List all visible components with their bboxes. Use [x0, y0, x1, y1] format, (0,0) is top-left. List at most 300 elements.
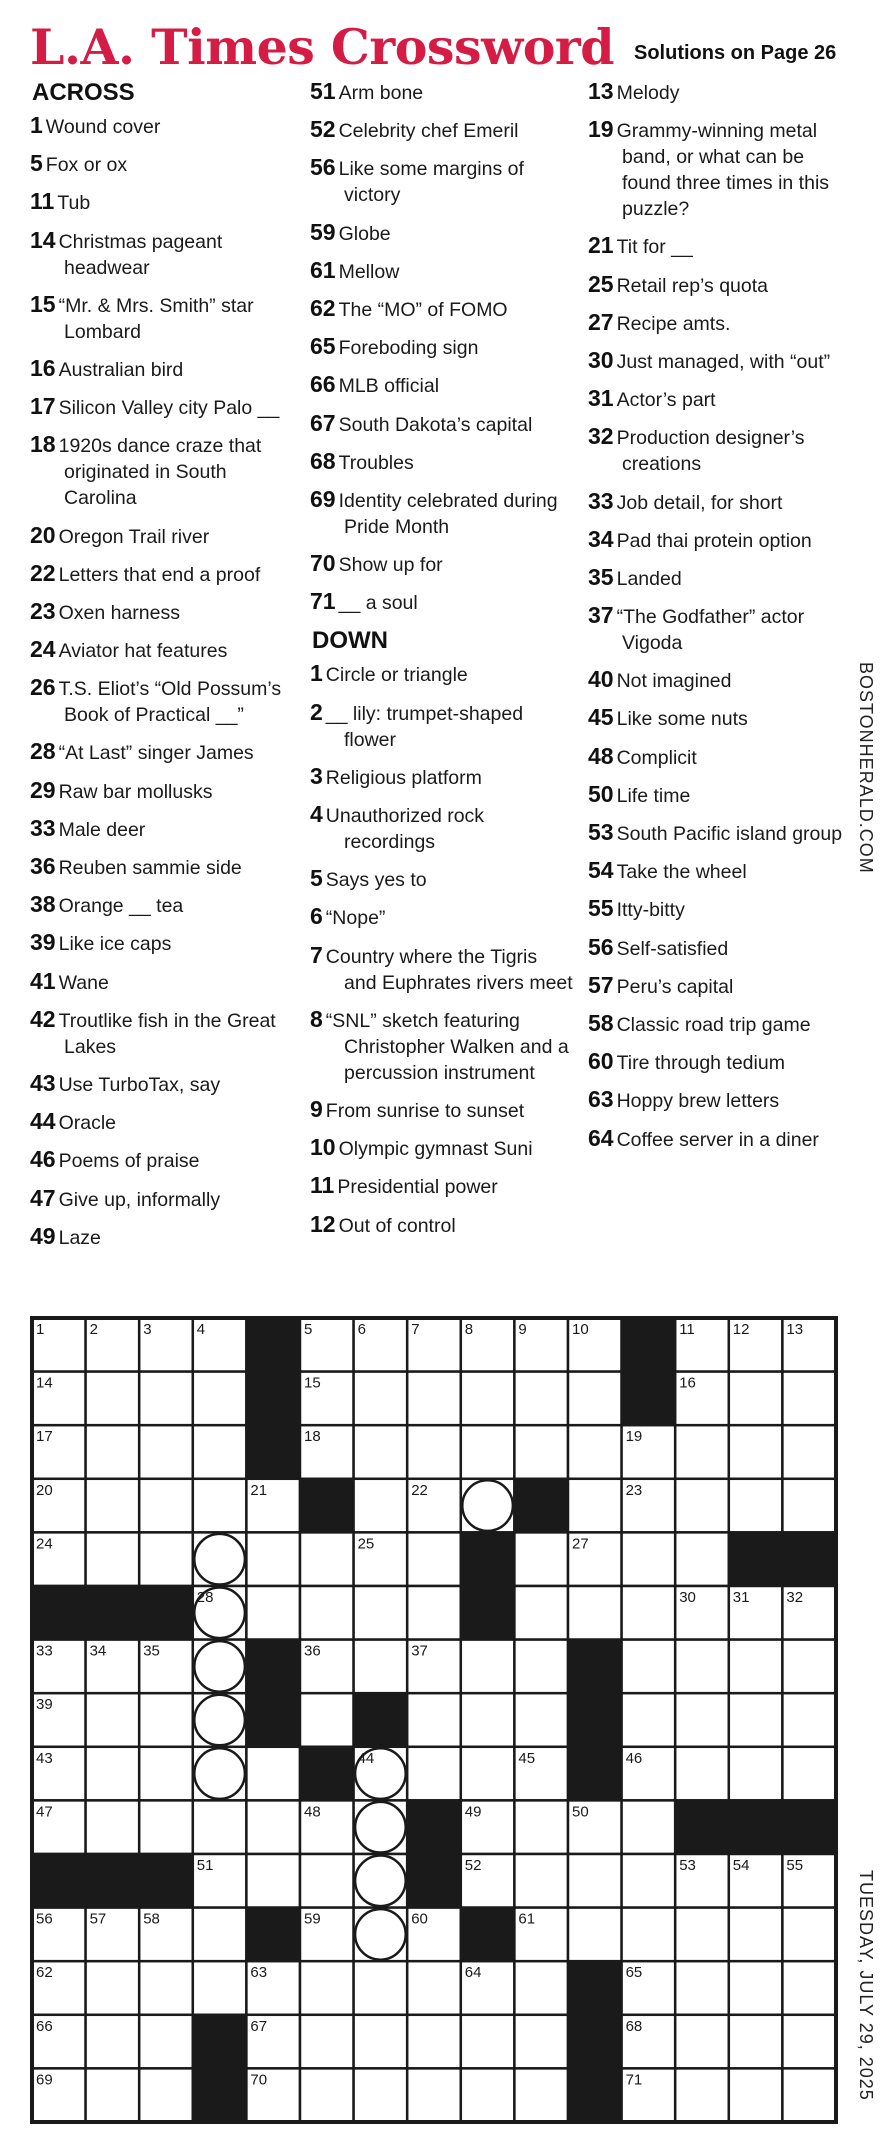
clue-text: “SNL” sketch featuring Christopher Walken and a percussion instrument — [325, 1009, 569, 1084]
grid-cell[interactable] — [139, 1747, 193, 1801]
grid-cell[interactable] — [354, 1586, 408, 1640]
grid-cell[interactable] — [622, 1640, 676, 1694]
clue-text: Says yes to — [325, 869, 427, 892]
clue-text: Just managed, with “out” — [616, 350, 831, 373]
grid-cell[interactable] — [675, 2015, 729, 2069]
clue-down-8[interactable] — [310, 1006, 580, 1086]
clue-text: __ lily: trumpet-shaped flower — [325, 702, 524, 751]
clue-down-56[interactable] — [588, 934, 858, 962]
grid-number: 68 — [625, 2017, 643, 2035]
clue-across-67[interactable] — [310, 410, 580, 438]
grid-number: 21 — [250, 1481, 268, 1499]
grid-cell[interactable] — [568, 1479, 622, 1533]
clue-number: 65 — [310, 333, 336, 360]
clue-number: 17 — [30, 393, 56, 420]
grid-black-square — [86, 1586, 140, 1640]
grid-cell[interactable] — [407, 2015, 461, 2069]
grid-cell[interactable] — [300, 2015, 354, 2069]
clue-text: Use TurboTax, say — [58, 1073, 221, 1096]
clue-across-62[interactable] — [310, 295, 580, 323]
grid-cell[interactable] — [300, 1532, 354, 1586]
clue-across-18[interactable] — [30, 431, 300, 511]
clue-text: Life time — [616, 784, 691, 807]
clue-down-55[interactable] — [588, 895, 858, 923]
grid-cell[interactable] — [729, 1961, 783, 2015]
grid-cell[interactable] — [246, 1532, 300, 1586]
clue-across-22[interactable] — [30, 560, 300, 588]
clue-down-21[interactable] — [588, 232, 858, 260]
clue-down-53[interactable] — [588, 819, 858, 847]
clue-down-27[interactable] — [588, 309, 858, 337]
grid-cell[interactable] — [514, 2015, 568, 2069]
clue-text: Like some nuts — [616, 708, 748, 731]
clue-across-38[interactable] — [30, 891, 300, 919]
grid-number: 16 — [679, 1374, 696, 1392]
clue-across-36[interactable] — [30, 853, 300, 881]
clue-text: South Pacific island group — [616, 823, 843, 845]
clue-number: 45 — [588, 704, 614, 731]
crossword-grid[interactable] — [30, 1316, 838, 2124]
clue-down-4[interactable] — [310, 801, 580, 855]
grid-number: 24 — [36, 1535, 53, 1553]
grid-black-square — [461, 1908, 515, 1962]
grid-number: 64 — [464, 1964, 482, 1982]
grid-cell[interactable] — [407, 1586, 461, 1640]
grid-cell[interactable] — [514, 1586, 568, 1640]
grid-cell[interactable] — [675, 1640, 729, 1694]
grid-number: 70 — [250, 2071, 268, 2089]
grid-cell[interactable] — [729, 1372, 783, 1426]
clue-column-3 — [588, 78, 858, 1163]
grid-cell[interactable] — [300, 1961, 354, 2015]
clue-down-7[interactable] — [310, 942, 580, 996]
grid-cell[interactable] — [461, 1425, 515, 1479]
grid-cell[interactable] — [246, 1747, 300, 1801]
clue-text: Arm bone — [338, 82, 424, 104]
grid-cell[interactable] — [568, 1586, 622, 1640]
grid-cell[interactable] — [246, 1854, 300, 1908]
clue-down-2[interactable] — [310, 699, 580, 753]
clue-across-15[interactable] — [30, 291, 300, 345]
clue-across-43[interactable] — [30, 1070, 300, 1098]
clue-down-19[interactable] — [588, 116, 858, 222]
grid-black-square — [514, 1479, 568, 1533]
grid-cell[interactable] — [86, 1961, 140, 2015]
grid-cell[interactable] — [86, 1800, 140, 1854]
grid-black-square — [86, 1854, 140, 1908]
clue-number: 55 — [588, 895, 614, 922]
grid-cell[interactable] — [675, 2068, 729, 2122]
clue-down-57[interactable] — [588, 972, 858, 1000]
grid-cell[interactable] — [622, 1693, 676, 1747]
grid-cell[interactable] — [782, 1479, 836, 1533]
grid-cell[interactable] — [300, 1693, 354, 1747]
grid-cell[interactable] — [139, 1800, 193, 1854]
clue-text: Oxen harness — [58, 601, 180, 624]
grid-black-square — [300, 1747, 354, 1801]
grid-cell[interactable] — [354, 1372, 408, 1426]
grid-number: 66 — [36, 2017, 53, 2035]
clue-down-25[interactable] — [588, 271, 858, 299]
grid-cell[interactable] — [139, 1372, 193, 1426]
clue-down-45[interactable] — [588, 704, 858, 732]
clue-down-58[interactable] — [588, 1010, 858, 1038]
clue-text: Troubles — [338, 451, 414, 474]
grid-cell[interactable] — [782, 1908, 836, 1962]
grid-cell[interactable] — [461, 2015, 515, 2069]
clue-text: Male deer — [58, 818, 146, 841]
grid-number: 36 — [304, 1642, 321, 1660]
clue-text: Pad thai protein option — [616, 529, 812, 552]
grid-number: 25 — [357, 1535, 375, 1553]
grid-cell[interactable] — [193, 1425, 247, 1479]
grid-cell[interactable] — [782, 1693, 836, 1747]
clue-column-2 — [310, 78, 580, 1249]
grid-cell[interactable] — [407, 1693, 461, 1747]
clue-text: Circle or triangle — [325, 664, 468, 687]
grid-cell[interactable] — [354, 1425, 408, 1479]
clue-down-6[interactable] — [310, 903, 580, 931]
clue-text: Olympic gymnast Suni — [338, 1138, 533, 1161]
grid-cell[interactable] — [782, 2015, 836, 2069]
grid-cell[interactable] — [300, 1586, 354, 1640]
clue-text: Tub — [57, 192, 91, 215]
grid-number: 33 — [36, 1642, 53, 1660]
grid-cell[interactable] — [246, 1586, 300, 1640]
clue-down-64[interactable] — [588, 1125, 858, 1153]
clue-number: 53 — [588, 819, 614, 845]
grid-black-square — [193, 2015, 247, 2069]
clue-down-40[interactable] — [588, 666, 858, 694]
grid-number: 52 — [464, 1857, 482, 1874]
clue-across-33[interactable] — [30, 815, 300, 843]
grid-cell[interactable] — [86, 2015, 140, 2069]
clue-text: Troutlike fish in the Great Lakes — [58, 1009, 276, 1058]
clue-text: Wound cover — [45, 116, 161, 138]
clue-down-60[interactable] — [588, 1048, 858, 1076]
clue-across-20[interactable] — [30, 522, 300, 550]
clue-across-66[interactable] — [310, 371, 580, 399]
grid-cell[interactable] — [675, 1961, 729, 2015]
grid-cell[interactable] — [675, 1693, 729, 1747]
clue-number: 61 — [310, 256, 336, 283]
clue-text: Tire through tedium — [616, 1052, 785, 1075]
grid-cell[interactable] — [193, 1800, 247, 1854]
grid-cell[interactable] — [514, 1693, 568, 1747]
clue-across-56[interactable] — [310, 154, 580, 208]
grid-cell[interactable] — [782, 1425, 836, 1479]
clue-text: 1920s dance craze that originated in South Carolina — [58, 435, 262, 510]
grid-cell[interactable] — [354, 1479, 408, 1533]
grid-cell[interactable] — [354, 2015, 408, 2069]
grid-cell[interactable] — [461, 1747, 515, 1801]
clue-across-41[interactable] — [30, 968, 300, 996]
grid-cell[interactable] — [729, 1693, 783, 1747]
grid-cell[interactable] — [193, 1479, 247, 1533]
clue-text: Identity celebrated during Pride Month — [338, 489, 558, 538]
clue-text: Show up for — [338, 554, 443, 577]
clue-across-29[interactable] — [30, 777, 300, 805]
clue-text: South Dakota’s capital — [338, 413, 533, 436]
grid-number: 35 — [143, 1642, 160, 1660]
clue-number: 62 — [310, 294, 336, 321]
clue-across-16[interactable] — [30, 355, 300, 383]
clue-down-1[interactable] — [310, 660, 580, 688]
grid-cell[interactable] — [407, 1747, 461, 1801]
grid-number: 54 — [732, 1857, 750, 1874]
grid-cell[interactable] — [729, 1479, 783, 1533]
grid-cell[interactable] — [622, 1800, 676, 1854]
grid-cell[interactable] — [139, 2015, 193, 2069]
grid-cell[interactable] — [514, 2068, 568, 2122]
grid-cell[interactable] — [729, 2015, 783, 2069]
clue-text: Presidential power — [337, 1176, 498, 1199]
grid-cell[interactable] — [407, 2068, 461, 2122]
clue-number: 5 — [30, 150, 43, 177]
grid-number: 31 — [732, 1589, 750, 1606]
grid-cell[interactable] — [407, 1425, 461, 1479]
clue-across-51[interactable] — [310, 78, 580, 106]
clue-across-5[interactable] — [30, 150, 300, 178]
clue-number: 30 — [588, 346, 614, 373]
grid-cell[interactable] — [461, 1640, 515, 1694]
clue-across-11[interactable] — [30, 188, 300, 216]
grid-cell[interactable] — [675, 1532, 729, 1586]
grid-cell[interactable] — [675, 1908, 729, 1962]
clue-number: 9 — [310, 1095, 323, 1122]
grid-cell[interactable] — [139, 2068, 193, 2122]
grid-cell[interactable] — [461, 2068, 515, 2122]
grid-cell[interactable] — [622, 1586, 676, 1640]
grid-cell[interactable] — [300, 1854, 354, 1908]
clue-across-69[interactable] — [310, 486, 580, 540]
clue-across-61[interactable] — [310, 257, 580, 285]
grid-cell[interactable] — [354, 1640, 408, 1694]
grid-cell[interactable] — [782, 1747, 836, 1801]
clue-number: 48 — [588, 742, 614, 769]
clue-across-23[interactable] — [30, 598, 300, 626]
clue-text: Classic road trip game — [616, 1013, 811, 1036]
grid-number: 13 — [786, 1321, 804, 1338]
clue-across-71[interactable] — [310, 588, 580, 616]
grid-number: 43 — [36, 1749, 53, 1767]
grid-number: 62 — [36, 1964, 53, 1982]
grid-cell[interactable] — [139, 1479, 193, 1533]
crossword-grid-svg[interactable] — [30, 1316, 838, 2124]
clue-down-30[interactable] — [588, 347, 858, 375]
clue-number: 39 — [30, 929, 56, 956]
clue-number: 66 — [310, 371, 336, 398]
clue-across-47[interactable] — [30, 1185, 300, 1213]
clue-down-13[interactable] — [588, 78, 858, 106]
grid-cell[interactable] — [514, 1854, 568, 1908]
grid-black-square — [246, 1640, 300, 1694]
clue-number: 15 — [30, 290, 56, 317]
clue-across-46[interactable] — [30, 1146, 300, 1174]
clue-across-59[interactable] — [310, 219, 580, 247]
clue-text: Celebrity chef Emeril — [338, 120, 519, 143]
grid-cell[interactable] — [622, 1854, 676, 1908]
clue-across-68[interactable] — [310, 448, 580, 476]
clue-number: 51 — [310, 78, 336, 104]
grid-number: 32 — [786, 1589, 804, 1606]
solutions-note: Solutions on Page 26 — [634, 42, 837, 64]
clue-across-24[interactable] — [30, 636, 300, 664]
grid-cell[interactable] — [622, 1908, 676, 1962]
clue-down-34[interactable] — [588, 526, 858, 554]
grid-number: 15 — [304, 1374, 321, 1392]
clue-number: 20 — [30, 521, 56, 548]
clue-number: 59 — [310, 218, 336, 245]
clue-across-70[interactable] — [310, 550, 580, 578]
clue-number: 47 — [30, 1184, 56, 1211]
clue-text: Country where the Tigris and Euphrates rivers meet — [325, 945, 573, 994]
grid-cell[interactable] — [86, 1747, 140, 1801]
grid-cell[interactable] — [193, 1908, 247, 1962]
grid-cell[interactable] — [461, 1372, 515, 1426]
grid-cell[interactable] — [139, 1425, 193, 1479]
grid-cell[interactable] — [246, 1800, 300, 1854]
grid-black-square — [407, 1854, 461, 1908]
grid-cell[interactable] — [782, 1961, 836, 2015]
grid-black-square — [782, 1800, 836, 1854]
clue-across-1[interactable] — [30, 112, 300, 140]
grid-number: 46 — [625, 1749, 643, 1767]
grid-cell[interactable] — [193, 1961, 247, 2015]
grid-cell[interactable] — [86, 1532, 140, 1586]
clue-across-14[interactable] — [30, 227, 300, 281]
clue-down-54[interactable] — [588, 857, 858, 885]
clue-across-17[interactable] — [30, 393, 300, 421]
grid-cell[interactable] — [782, 2068, 836, 2122]
grid-cell[interactable] — [568, 1425, 622, 1479]
clue-column-1 — [30, 78, 300, 1261]
clue-text: “Mr. & Mrs. Smith” star Lombard — [58, 294, 254, 343]
grid-cell[interactable] — [568, 1908, 622, 1962]
grid-cell[interactable] — [354, 2068, 408, 2122]
grid-cell[interactable] — [729, 1640, 783, 1694]
clue-number: 38 — [30, 891, 56, 918]
clue-down-9[interactable] — [310, 1096, 580, 1124]
grid-cell[interactable] — [514, 1640, 568, 1694]
grid-cell[interactable] — [675, 1479, 729, 1533]
grid-cell[interactable] — [729, 2068, 783, 2122]
grid-number: 69 — [36, 2071, 53, 2089]
clue-text: The “MO” of FOMO — [338, 298, 508, 321]
grid-cell[interactable] — [139, 1961, 193, 2015]
grid-black-square — [246, 1372, 300, 1426]
across-heading: ACROSS — [32, 79, 135, 106]
clue-down-50[interactable] — [588, 781, 858, 809]
grid-cell[interactable] — [300, 2068, 354, 2122]
grid-cell[interactable] — [782, 1372, 836, 1426]
clue-across-49[interactable] — [30, 1223, 300, 1251]
clue-number: 19 — [588, 116, 614, 143]
clue-number: 49 — [30, 1222, 56, 1249]
grid-black-square — [729, 1800, 783, 1854]
grid-cell[interactable] — [729, 1747, 783, 1801]
grid-number: 59 — [304, 1910, 321, 1928]
grid-number: 71 — [625, 2071, 643, 2089]
grid-cell[interactable] — [782, 1640, 836, 1694]
grid-number: 6 — [357, 1321, 366, 1338]
clue-across-44[interactable] — [30, 1108, 300, 1136]
grid-cell[interactable] — [514, 1372, 568, 1426]
grid-cell[interactable] — [86, 1372, 140, 1426]
grid-number: 67 — [250, 2017, 268, 2035]
grid-cell[interactable] — [675, 1425, 729, 1479]
grid-cell[interactable] — [407, 1372, 461, 1426]
grid-black-square — [193, 2068, 247, 2122]
clue-number: 24 — [30, 636, 56, 663]
grid-cell[interactable] — [514, 1532, 568, 1586]
grid-number: 5 — [304, 1321, 313, 1338]
clue-across-52[interactable] — [310, 116, 580, 144]
clue-down-5[interactable] — [310, 865, 580, 893]
grid-number: 3 — [143, 1321, 152, 1338]
clue-text: Foreboding sign — [338, 337, 479, 360]
grid-cell[interactable] — [729, 1425, 783, 1479]
clue-down-35[interactable] — [588, 564, 858, 592]
grid-cell[interactable] — [407, 1532, 461, 1586]
clue-down-37[interactable] — [588, 602, 858, 656]
clue-number: 2 — [310, 698, 323, 725]
clue-across-42[interactable] — [30, 1006, 300, 1060]
clue-down-11[interactable] — [310, 1172, 580, 1200]
clue-number: 36 — [30, 853, 56, 879]
clue-across-26[interactable] — [30, 674, 300, 728]
clue-text: MLB official — [338, 375, 440, 398]
clue-across-28[interactable] — [30, 738, 300, 766]
grid-cell[interactable] — [514, 1800, 568, 1854]
clue-down-31[interactable] — [588, 385, 858, 413]
grid-cell[interactable] — [514, 1425, 568, 1479]
grid-cell[interactable] — [622, 1532, 676, 1586]
grid-cell[interactable] — [86, 1693, 140, 1747]
clue-number: 3 — [310, 762, 323, 789]
clue-across-39[interactable] — [30, 929, 300, 957]
clue-across-65[interactable] — [310, 333, 580, 361]
grid-cell[interactable] — [86, 1479, 140, 1533]
grid-cell[interactable] — [139, 1532, 193, 1586]
grid-cell[interactable] — [86, 1425, 140, 1479]
clue-down-63[interactable] — [588, 1086, 858, 1114]
grid-cell[interactable] — [568, 1854, 622, 1908]
grid-cell[interactable] — [675, 1747, 729, 1801]
grid-number: 20 — [36, 1481, 53, 1499]
grid-cell[interactable] — [407, 1961, 461, 2015]
clue-number: 56 — [310, 154, 336, 181]
grid-cell[interactable] — [139, 1693, 193, 1747]
clue-down-32[interactable] — [588, 423, 858, 477]
clue-number: 58 — [588, 1009, 614, 1036]
grid-cell[interactable] — [568, 1372, 622, 1426]
clue-number: 12 — [310, 1210, 336, 1237]
grid-number: 17 — [36, 1428, 53, 1446]
grid-cell[interactable] — [729, 1908, 783, 1962]
grid-cell[interactable] — [461, 1693, 515, 1747]
clue-down-12[interactable] — [310, 1211, 580, 1239]
grid-number: 51 — [196, 1857, 214, 1874]
grid-cell[interactable] — [354, 1961, 408, 2015]
grid-cell[interactable] — [193, 1372, 247, 1426]
clue-down-48[interactable] — [588, 743, 858, 771]
grid-cell[interactable] — [86, 2068, 140, 2122]
clue-down-33[interactable] — [588, 488, 858, 516]
clue-down-3[interactable] — [310, 763, 580, 791]
grid-cell[interactable] — [514, 1961, 568, 2015]
clue-down-10[interactable] — [310, 1134, 580, 1162]
